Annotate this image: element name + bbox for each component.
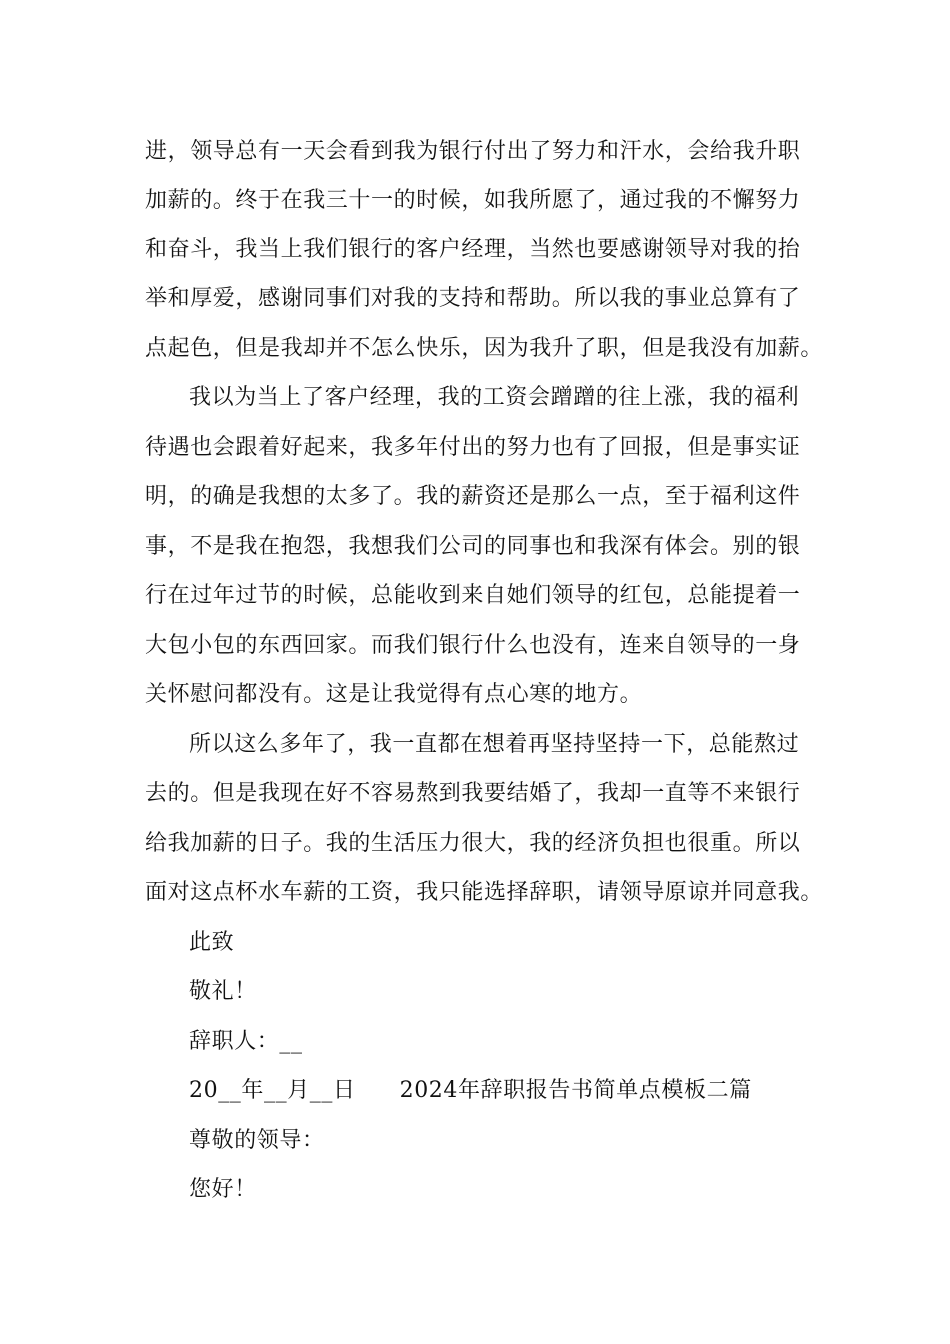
closing-salutation: 此致 (189, 930, 235, 955)
paragraph-1-line-5: 点起色，但是我却并不怎么快乐，因为我升了职，但是我没有加薪。 (145, 336, 824, 361)
paragraph-2-line-1: 我以为当上了客户经理，我的工资会蹭蹭的往上涨，我的福利 (189, 385, 800, 410)
signer-line: 辞职人：__ (189, 1029, 303, 1054)
paragraph-2-line-7: 关怀慰问都没有。这是让我觉得有点心寒的地方。 (145, 682, 643, 707)
paragraph-2-line-3: 明，的确是我想的太多了。我的薪资还是那么一点，至于福利这件 (145, 484, 801, 509)
paragraph-2-line-5: 行在过年过节的时候，总能收到来自她们领导的红包，总能提着一 (145, 583, 801, 608)
next-document-title: 2024年辞职报告书简单点模板二篇 (399, 1078, 752, 1103)
paragraph-1-line-2: 加薪的。终于在我三十一的时候，如我所愿了，通过我的不懈努力 (145, 188, 801, 213)
paragraph-3-line-2: 去的。但是我现在好不容易熬到我要结婚了，我却一直等不来银行 (145, 781, 801, 806)
hello-line: 您好！ (189, 1177, 257, 1202)
greeting-line: 尊敬的领导： (189, 1128, 325, 1153)
paragraph-3-line-1: 所以这么多年了，我一直都在想着再坚持坚持一下，总能熬过 (189, 732, 800, 757)
paragraph-2-line-2: 待遇也会跟着好起来，我多年付出的努力也有了回报，但是事实证 (145, 435, 801, 460)
paragraph-2-line-4: 事，不是我在抱怨，我想我们公司的同事也和我深有体会。别的银 (145, 534, 801, 559)
closing-regards: 敬礼！ (189, 979, 257, 1004)
paragraph-1-line-3: 和奋斗，我当上我们银行的客户经理，当然也要感谢领导对我的抬 (145, 237, 801, 262)
paragraph-1-line-4: 举和厚爱，感谢同事们对我的支持和帮助。所以我的事业总算有了 (145, 286, 801, 311)
paragraph-3-line-4: 面对这点杯水车薪的工资，我只能选择辞职，请领导原谅并同意我。 (145, 880, 824, 905)
paragraph-2-line-6: 大包小包的东西回家。而我们银行什么也没有，连来自领导的一身 (145, 633, 801, 658)
paragraph-3-line-3: 给我加薪的日子。我的生活压力很大，我的经济负担也很重。所以 (145, 831, 801, 856)
paragraph-1-line-1: 进，领导总有一天会看到我为银行付出了努力和汗水，会给我升职 (145, 139, 801, 164)
date-line: 20__年__月__日 (189, 1078, 356, 1103)
date-and-title-line (189, 1066, 752, 1116)
